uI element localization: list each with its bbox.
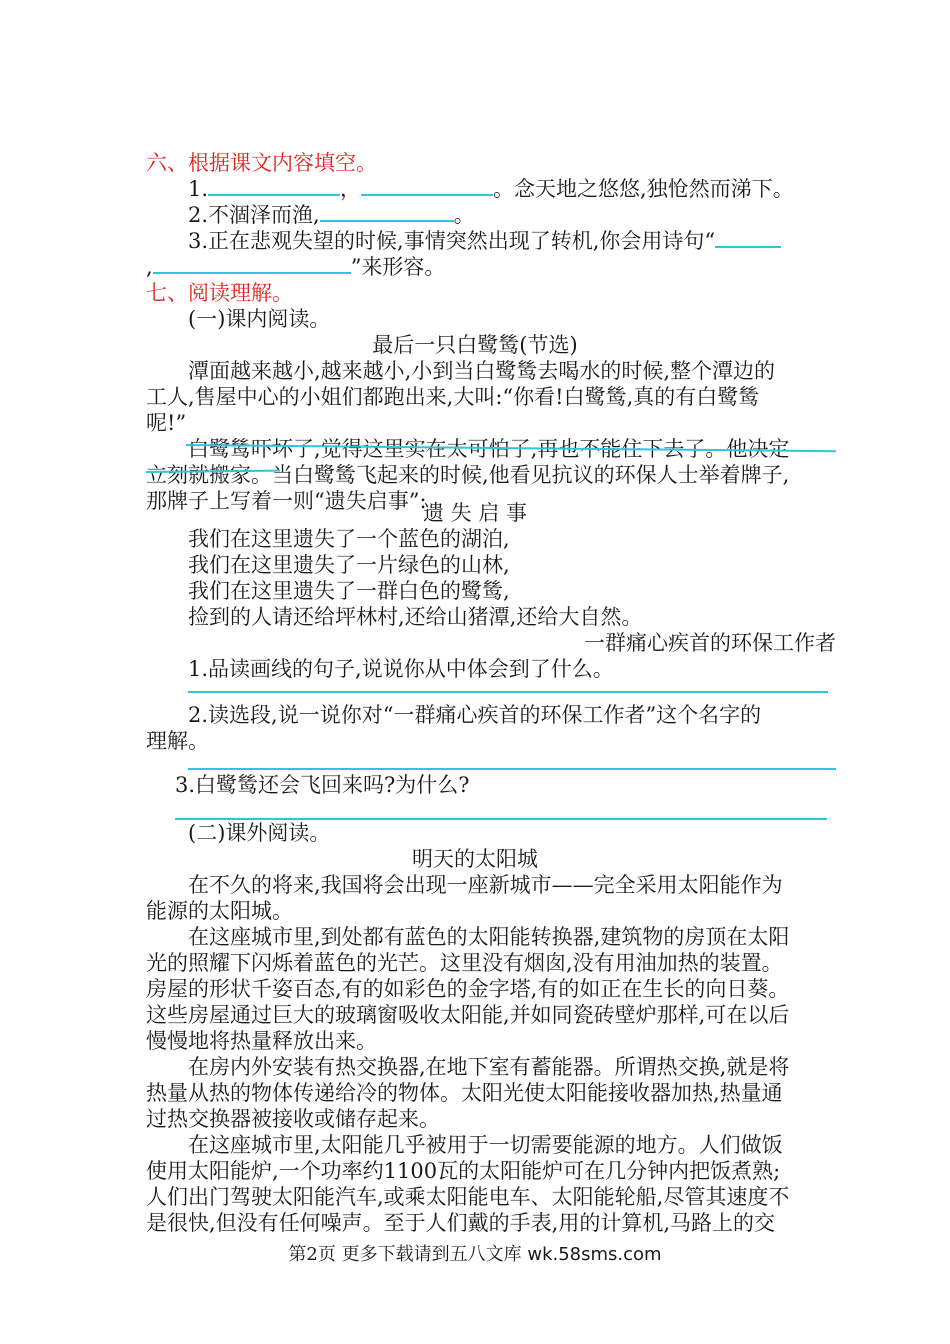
passage-line: 房屋的形状千姿百态,有的如彩色的金字塔,有的如正在生长的向日葵。 bbox=[146, 977, 790, 1001]
notice-title: 遗 失 启 事 bbox=[422, 501, 528, 525]
page-footer bbox=[0, 1242, 950, 1268]
question-text: 2.不涸泽而渔, bbox=[188, 203, 320, 227]
section-6-heading: 六、根据课文内容填空。 bbox=[146, 151, 377, 175]
question-6-3-cont bbox=[146, 254, 445, 280]
part-2-label: (二)课外阅读。 bbox=[188, 821, 331, 845]
answer-blank[interactable] bbox=[153, 254, 351, 274]
comma: ， bbox=[340, 177, 362, 201]
passage-line: 白鹭鸶吓坏了,觉得这里实在太可怕了,再也不能住下去了。他决定 bbox=[188, 437, 790, 461]
passage-line: 潭面越来越小,越来越小,小到当白鹭鸶去喝水的时候,整个潭边的 bbox=[188, 359, 776, 383]
question-7-2-cont: 理解。 bbox=[146, 729, 209, 753]
passage-line: 在不久的将来,我国将会出现一座新城市——完全采用太阳能作为 bbox=[188, 873, 783, 897]
answer-blank[interactable] bbox=[208, 176, 340, 196]
passage-line: 人们出门驾驶太阳能汽车,或乘太阳能电车、太阳能轮船,尽管其速度不 bbox=[146, 1185, 790, 1209]
passage-1-title: 最后一只白鹭鸶(节选) bbox=[372, 333, 578, 357]
passage-line: 光的照耀下闪烁着蓝色的光芒。这里没有烟囱,没有用油加热的装置。 bbox=[146, 951, 783, 975]
passage-line: 过热交换器被接收或储存起来。 bbox=[146, 1107, 440, 1131]
answer-blank[interactable] bbox=[320, 202, 454, 222]
passage-line: 能源的太阳城。 bbox=[146, 899, 293, 923]
question-text: 。 bbox=[453, 203, 475, 227]
question-6-2 bbox=[188, 202, 475, 228]
part-1-label: (一)课内阅读。 bbox=[188, 307, 331, 331]
question-7-1: 1.品读画线的句子,说说你从中体会到了什么。 bbox=[188, 657, 614, 681]
footer-page-text: 第2页 更多下载请到五八文库 bbox=[288, 1244, 522, 1265]
notice-line: 我们在这里遗失了一片绿色的山林, bbox=[188, 553, 510, 577]
passage-line: 在这座城市里,到处都有蓝色的太阳能转换器,建筑物的房顶在太阳 bbox=[188, 925, 790, 949]
answer-blank[interactable] bbox=[715, 228, 781, 248]
answer-blank[interactable] bbox=[361, 176, 493, 196]
answer-line[interactable] bbox=[188, 691, 828, 693]
passage-line: 工人,售屋中心的小姐们都跑出来,大叫:“你看!白鹭鸶,真的有白鹭鸶 bbox=[146, 385, 760, 409]
notice-signature: 一群痛心疾首的环保工作者 bbox=[584, 631, 836, 655]
passage-line: 是很快,但没有任何噪声。至于人们戴的手表,用的计算机,马路上的交 bbox=[146, 1211, 776, 1235]
passage-line: 立刻就搬家。当白鹭鸶飞起来的时候,他看见抗议的环保人士举着牌子, bbox=[146, 463, 790, 487]
question-text: 3.正在悲观失望的时候,事情突然出现了转机,你会用诗句“ bbox=[188, 229, 716, 253]
question-6-1 bbox=[188, 176, 794, 202]
question-text: ”来形容。 bbox=[350, 255, 446, 279]
passage-line: 使用太阳能炉,一个功率约1100瓦的太阳能炉可在几分钟内把饭煮熟; bbox=[146, 1159, 781, 1183]
passage-line: 这些房屋通过巨大的玻璃窗吸收太阳能,并如同瓷砖壁炉那样,可在以后 bbox=[146, 1003, 790, 1027]
answer-line[interactable] bbox=[188, 768, 836, 770]
notice-line: 我们在这里遗失了一个蓝色的湖泊, bbox=[188, 527, 510, 551]
passage-line: 在房内外安装有热交换器,在地下室有蓄能器。所谓热交换,就是将 bbox=[188, 1055, 790, 1079]
question-6-3 bbox=[188, 228, 781, 254]
passage-line: 那牌子上写着一则“遗失启事”: bbox=[146, 489, 427, 513]
footer-site-link[interactable]: wk.58sms.com bbox=[527, 1244, 662, 1265]
passage-line: 呢!” bbox=[146, 411, 187, 435]
question-7-3: 3.白鹭鸶还会飞回来吗?为什么? bbox=[175, 773, 470, 797]
question-number: 1. bbox=[188, 177, 209, 201]
notice-line: 我们在这里遗失了一群白色的鹭鸶, bbox=[188, 579, 510, 603]
comma: , bbox=[146, 255, 153, 279]
passage-line: 热量从热的物体传递给冷的物体。太阳光使太阳能接收器加热,热量通 bbox=[146, 1081, 783, 1105]
passage-2-title: 明天的太阳城 bbox=[412, 847, 538, 871]
question-text: 。念天地之悠悠,独怆然而涕下。 bbox=[493, 177, 794, 201]
passage-line: 在这座城市里,太阳能几乎被用于一切需要能源的地方。人们做饭 bbox=[188, 1133, 783, 1157]
notice-line: 捡到的人请还给坪林村,还给山猪潭,还给大自然。 bbox=[188, 605, 643, 629]
passage-line: 慢慢地将热量释放出来。 bbox=[146, 1029, 377, 1053]
question-7-2: 2.读选段,说一说你对“一群痛心疾首的环保工作者”这个名字的 bbox=[188, 703, 762, 727]
section-7-heading: 七、阅读理解。 bbox=[146, 281, 293, 305]
